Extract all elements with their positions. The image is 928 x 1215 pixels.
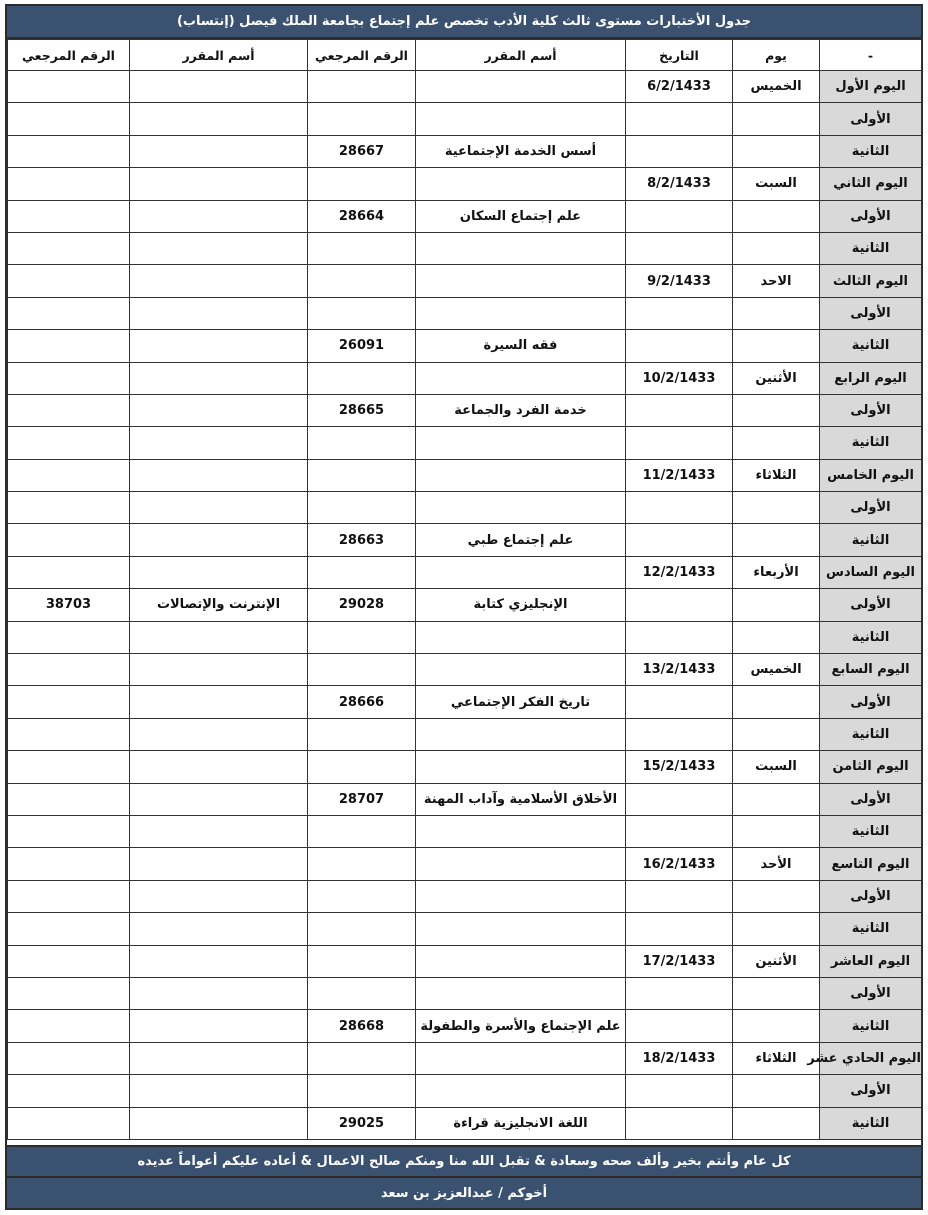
- row-label: الثانية: [820, 913, 922, 945]
- day-cell: [733, 135, 820, 167]
- date-cell: 9/2/1433: [626, 265, 733, 297]
- day-cell: [733, 427, 820, 459]
- course-name-cell: [416, 815, 626, 847]
- row-label: الأولى: [820, 880, 922, 912]
- course-name-cell-2: الإنترنت والإتصالات: [130, 589, 308, 621]
- row-label: الأولى: [820, 394, 922, 426]
- course-name-cell: [416, 654, 626, 686]
- course-name-cell: أسس الخدمة الإجتماعية: [416, 135, 626, 167]
- reference-number-cell: [308, 459, 416, 491]
- table-row: [8, 524, 922, 556]
- day-cell: السبت: [733, 751, 820, 783]
- table-row: [8, 686, 922, 718]
- table-row: [8, 1042, 922, 1074]
- reference-number-cell: [308, 654, 416, 686]
- reference-number-cell-2: [8, 459, 130, 491]
- reference-number-cell-2: [8, 654, 130, 686]
- reference-number-cell-2: 38703: [8, 589, 130, 621]
- course-name-cell-2: [130, 330, 308, 362]
- day-cell: [733, 783, 820, 815]
- sheet-title: جدول الأختبارات مستوى ثالث كلية الأدب تخصص علم إجتماع بجامعة الملك فيصل (إنتساب): [7, 6, 921, 39]
- table-row: [8, 945, 922, 977]
- reference-number-cell: 28663: [308, 524, 416, 556]
- row-label: الثانية: [820, 135, 922, 167]
- date-cell: 10/2/1433: [626, 362, 733, 394]
- header-row: [8, 40, 922, 71]
- table-row: [8, 1107, 922, 1139]
- reference-number-cell: [308, 1042, 416, 1074]
- row-label: اليوم الثالث: [820, 265, 922, 297]
- reference-number-cell: [308, 297, 416, 329]
- day-cell: [733, 880, 820, 912]
- row-label: الأولى: [820, 492, 922, 524]
- reference-number-cell-2: [8, 848, 130, 880]
- reference-number-cell: [308, 103, 416, 135]
- reference-number-cell-2: [8, 1107, 130, 1139]
- course-name-cell-2: [130, 686, 308, 718]
- table-row: [8, 1010, 922, 1042]
- date-cell: [626, 427, 733, 459]
- reference-number-cell-2: [8, 232, 130, 264]
- reference-number-cell-2: [8, 297, 130, 329]
- reference-number-cell: [308, 880, 416, 912]
- row-label: الثانية: [820, 815, 922, 847]
- reference-number-cell: [308, 71, 416, 103]
- day-cell: السبت: [733, 168, 820, 200]
- row-label: اليوم السابع: [820, 654, 922, 686]
- reference-number-cell: [308, 232, 416, 264]
- course-name-cell-2: [130, 556, 308, 588]
- reference-number-cell-2: [8, 621, 130, 653]
- course-name-cell: [416, 427, 626, 459]
- reference-number-cell: [308, 913, 416, 945]
- date-cell: 6/2/1433: [626, 71, 733, 103]
- row-label: الثانية: [820, 1107, 922, 1139]
- course-name-cell-2: [130, 913, 308, 945]
- date-cell: [626, 783, 733, 815]
- course-name-cell-2: [130, 492, 308, 524]
- date-cell: 18/2/1433: [626, 1042, 733, 1074]
- table-row: [8, 362, 922, 394]
- row-label: اليوم السادس: [820, 556, 922, 588]
- course-name-cell: [416, 718, 626, 750]
- reference-number-cell: 28666: [308, 686, 416, 718]
- table-row: [8, 103, 922, 135]
- course-name-cell: اللغة الانجليزية قراءة: [416, 1107, 626, 1139]
- reference-number-cell: [308, 977, 416, 1009]
- course-name-cell-2: [130, 1010, 308, 1042]
- course-name-cell-2: [130, 1075, 308, 1107]
- day-cell: [733, 686, 820, 718]
- reference-number-cell-2: [8, 330, 130, 362]
- course-name-cell-2: [130, 103, 308, 135]
- reference-number-cell-2: [8, 1010, 130, 1042]
- day-cell: [733, 394, 820, 426]
- day-cell: الأحد: [733, 848, 820, 880]
- date-cell: [626, 492, 733, 524]
- course-name-cell: علم إجتماع طبي: [416, 524, 626, 556]
- day-cell: الأثنين: [733, 362, 820, 394]
- table-row: [8, 815, 922, 847]
- day-cell: [733, 1010, 820, 1042]
- day-cell: [733, 815, 820, 847]
- course-name-cell: فقه السيرة: [416, 330, 626, 362]
- row-label: اليوم الخامس: [820, 459, 922, 491]
- course-name-cell-2: [130, 427, 308, 459]
- row-label: اليوم الثاني: [820, 168, 922, 200]
- reference-number-cell-2: [8, 1042, 130, 1074]
- reference-number-cell: [308, 168, 416, 200]
- reference-number-cell: 28668: [308, 1010, 416, 1042]
- reference-number-cell-2: [8, 977, 130, 1009]
- course-name-cell-2: [130, 200, 308, 232]
- table-row: [8, 751, 922, 783]
- table-row: [8, 621, 922, 653]
- reference-number-cell: [308, 1075, 416, 1107]
- course-name-cell-2: [130, 1042, 308, 1074]
- course-name-cell-2: [130, 848, 308, 880]
- date-cell: [626, 880, 733, 912]
- reference-number-cell: [308, 848, 416, 880]
- row-label: الأولى: [820, 200, 922, 232]
- date-cell: [626, 589, 733, 621]
- reference-number-cell-2: [8, 880, 130, 912]
- reference-number-cell: [308, 945, 416, 977]
- day-cell: [733, 330, 820, 362]
- course-name-cell: [416, 492, 626, 524]
- row-label: اليوم العاشر: [820, 945, 922, 977]
- row-label: اليوم الرابع: [820, 362, 922, 394]
- table-row: [8, 718, 922, 750]
- table-row: [8, 265, 922, 297]
- day-cell: الثلاثاء: [733, 1042, 820, 1074]
- course-name-cell: [416, 71, 626, 103]
- reference-number-cell: [308, 751, 416, 783]
- course-name-cell: علم إجتماع السكان: [416, 200, 626, 232]
- reference-number-cell: [308, 265, 416, 297]
- table-row: [8, 459, 922, 491]
- reference-number-cell: [308, 718, 416, 750]
- header-label: -: [820, 40, 922, 71]
- table-row: [8, 556, 922, 588]
- course-name-cell-2: [130, 524, 308, 556]
- course-name-cell: [416, 977, 626, 1009]
- day-cell: [733, 1107, 820, 1139]
- day-cell: [733, 492, 820, 524]
- exam-schedule-sheet: [5, 4, 923, 1210]
- row-label: الأولى: [820, 783, 922, 815]
- row-label: الثانية: [820, 232, 922, 264]
- course-name-cell-2: [130, 168, 308, 200]
- reference-number-cell-2: [8, 71, 130, 103]
- table-row: [8, 783, 922, 815]
- reference-number-cell-2: [8, 362, 130, 394]
- reference-number-cell-2: [8, 686, 130, 718]
- table-row: [8, 589, 922, 621]
- course-name-cell-2: [130, 977, 308, 1009]
- day-cell: [733, 200, 820, 232]
- reference-number-cell-2: [8, 394, 130, 426]
- day-cell: الخميس: [733, 654, 820, 686]
- table-row: [8, 168, 922, 200]
- table-row: [8, 913, 922, 945]
- date-cell: [626, 718, 733, 750]
- table-row: [8, 394, 922, 426]
- reference-number-cell: 28665: [308, 394, 416, 426]
- date-cell: [626, 1107, 733, 1139]
- reference-number-cell-2: [8, 168, 130, 200]
- date-cell: [626, 524, 733, 556]
- date-cell: 16/2/1433: [626, 848, 733, 880]
- date-cell: [626, 103, 733, 135]
- footer-signature: أخوكم / عبدالعزيز بن سعد: [7, 1178, 921, 1208]
- reference-number-cell: 28667: [308, 135, 416, 167]
- date-cell: [626, 1075, 733, 1107]
- day-cell: الاحد: [733, 265, 820, 297]
- row-label: الأولى: [820, 686, 922, 718]
- row-label: الثانية: [820, 718, 922, 750]
- course-name-cell: [416, 1042, 626, 1074]
- day-cell: [733, 1075, 820, 1107]
- course-name-cell: [416, 103, 626, 135]
- table-row: [8, 1075, 922, 1107]
- row-label: اليوم الحادي عشر: [820, 1042, 922, 1074]
- course-name-cell: علم الإجتماع والأسرة والطفولة: [416, 1010, 626, 1042]
- date-cell: [626, 913, 733, 945]
- day-cell: [733, 524, 820, 556]
- course-name-cell-2: [130, 783, 308, 815]
- course-name-cell: [416, 880, 626, 912]
- day-cell: [733, 718, 820, 750]
- table-row: [8, 200, 922, 232]
- row-label: الأولى: [820, 589, 922, 621]
- date-cell: 11/2/1433: [626, 459, 733, 491]
- reference-number-cell-2: [8, 783, 130, 815]
- course-name-cell: [416, 265, 626, 297]
- row-label: الأولى: [820, 1075, 922, 1107]
- reference-number-cell: [308, 621, 416, 653]
- date-cell: [626, 686, 733, 718]
- reference-number-cell-2: [8, 556, 130, 588]
- table-row: [8, 880, 922, 912]
- date-cell: [626, 815, 733, 847]
- reference-number-cell: [308, 427, 416, 459]
- date-cell: [626, 135, 733, 167]
- course-name-cell-2: [130, 265, 308, 297]
- table-row: [8, 654, 922, 686]
- course-name-cell-2: [130, 718, 308, 750]
- course-name-cell-2: [130, 751, 308, 783]
- course-name-cell-2: [130, 880, 308, 912]
- date-cell: [626, 1010, 733, 1042]
- course-name-cell-2: [130, 232, 308, 264]
- course-name-cell-2: [130, 654, 308, 686]
- course-name-cell: خدمة الفرد والجماعة: [416, 394, 626, 426]
- footer-greeting: كل عام وأنتم بخير وألف صحه وسعادة & تقبل الله منا ومنكم صالح الاعمال & أعاده عليكم أعواماً عديده: [7, 1145, 921, 1178]
- table-row: [8, 848, 922, 880]
- course-name-cell-2: [130, 394, 308, 426]
- reference-number-cell-2: [8, 265, 130, 297]
- header-course-name-2: أسم المقرر: [130, 40, 308, 71]
- course-name-cell: [416, 556, 626, 588]
- row-label: الأولى: [820, 103, 922, 135]
- date-cell: [626, 232, 733, 264]
- header-day: يوم: [733, 40, 820, 71]
- date-cell: 8/2/1433: [626, 168, 733, 200]
- row-label: اليوم التاسع: [820, 848, 922, 880]
- table-row: [8, 297, 922, 329]
- course-name-cell-2: [130, 362, 308, 394]
- table-row: [8, 492, 922, 524]
- course-name-cell-2: [130, 297, 308, 329]
- exam-schedule-table: [7, 39, 922, 1140]
- row-label: الثانية: [820, 621, 922, 653]
- date-cell: [626, 977, 733, 1009]
- date-cell: [626, 200, 733, 232]
- date-cell: [626, 297, 733, 329]
- reference-number-cell-2: [8, 103, 130, 135]
- table-row: [8, 427, 922, 459]
- header-reference-number: الرقم المرجعي: [308, 40, 416, 71]
- day-cell: [733, 977, 820, 1009]
- day-cell: الأربعاء: [733, 556, 820, 588]
- day-cell: [733, 232, 820, 264]
- course-name-cell-2: [130, 1107, 308, 1139]
- reference-number-cell: 29025: [308, 1107, 416, 1139]
- course-name-cell-2: [130, 71, 308, 103]
- date-cell: [626, 621, 733, 653]
- reference-number-cell: 26091: [308, 330, 416, 362]
- reference-number-cell: 29028: [308, 589, 416, 621]
- row-label: الثانية: [820, 427, 922, 459]
- day-cell: الخميس: [733, 71, 820, 103]
- day-cell: [733, 103, 820, 135]
- course-name-cell: [416, 945, 626, 977]
- day-cell: [733, 621, 820, 653]
- reference-number-cell-2: [8, 1075, 130, 1107]
- date-cell: [626, 330, 733, 362]
- header-course-name: أسم المقرر: [416, 40, 626, 71]
- course-name-cell-2: [130, 135, 308, 167]
- course-name-cell-2: [130, 621, 308, 653]
- course-name-cell: [416, 1075, 626, 1107]
- reference-number-cell-2: [8, 492, 130, 524]
- reference-number-cell-2: [8, 718, 130, 750]
- table-row: [8, 977, 922, 1009]
- day-cell: [733, 297, 820, 329]
- course-name-cell-2: [130, 815, 308, 847]
- reference-number-cell: 28664: [308, 200, 416, 232]
- header-date: التاريخ: [626, 40, 733, 71]
- course-name-cell: الإنجليزي كتابة: [416, 589, 626, 621]
- day-cell: [733, 913, 820, 945]
- row-label: الثانية: [820, 1010, 922, 1042]
- reference-number-cell: [308, 362, 416, 394]
- day-cell: الثلاثاء: [733, 459, 820, 491]
- course-name-cell: [416, 297, 626, 329]
- reference-number-cell-2: [8, 135, 130, 167]
- course-name-cell: [416, 751, 626, 783]
- reference-number-cell-2: [8, 815, 130, 847]
- course-name-cell: [416, 621, 626, 653]
- header-reference-number-2: الرقم المرجعي: [8, 40, 130, 71]
- table-row: [8, 232, 922, 264]
- course-name-cell-2: [130, 945, 308, 977]
- course-name-cell: [416, 913, 626, 945]
- row-label: الثانية: [820, 524, 922, 556]
- reference-number-cell: [308, 492, 416, 524]
- date-cell: 15/2/1433: [626, 751, 733, 783]
- table-row: [8, 135, 922, 167]
- course-name-cell-2: [130, 459, 308, 491]
- reference-number-cell-2: [8, 200, 130, 232]
- row-label: الأولى: [820, 977, 922, 1009]
- course-name-cell: [416, 362, 626, 394]
- reference-number-cell: [308, 556, 416, 588]
- course-name-cell: [416, 232, 626, 264]
- row-label: الثانية: [820, 330, 922, 362]
- course-name-cell: [416, 168, 626, 200]
- row-label: اليوم الثامن: [820, 751, 922, 783]
- date-cell: 12/2/1433: [626, 556, 733, 588]
- course-name-cell: تاريخ الفكر الإجتماعي: [416, 686, 626, 718]
- day-cell: الأثنين: [733, 945, 820, 977]
- course-name-cell: الأخلاق الأسلامية وآداب المهنة: [416, 783, 626, 815]
- date-cell: [626, 394, 733, 426]
- reference-number-cell-2: [8, 945, 130, 977]
- reference-number-cell-2: [8, 524, 130, 556]
- course-name-cell: [416, 459, 626, 491]
- reference-number-cell-2: [8, 427, 130, 459]
- table-row: [8, 330, 922, 362]
- date-cell: 13/2/1433: [626, 654, 733, 686]
- reference-number-cell: 28707: [308, 783, 416, 815]
- course-name-cell: [416, 848, 626, 880]
- reference-number-cell-2: [8, 751, 130, 783]
- table-row: [8, 71, 922, 103]
- row-label: الأولى: [820, 297, 922, 329]
- reference-number-cell: [308, 815, 416, 847]
- date-cell: 17/2/1433: [626, 945, 733, 977]
- row-label: اليوم الأول: [820, 71, 922, 103]
- reference-number-cell-2: [8, 913, 130, 945]
- day-cell: [733, 589, 820, 621]
